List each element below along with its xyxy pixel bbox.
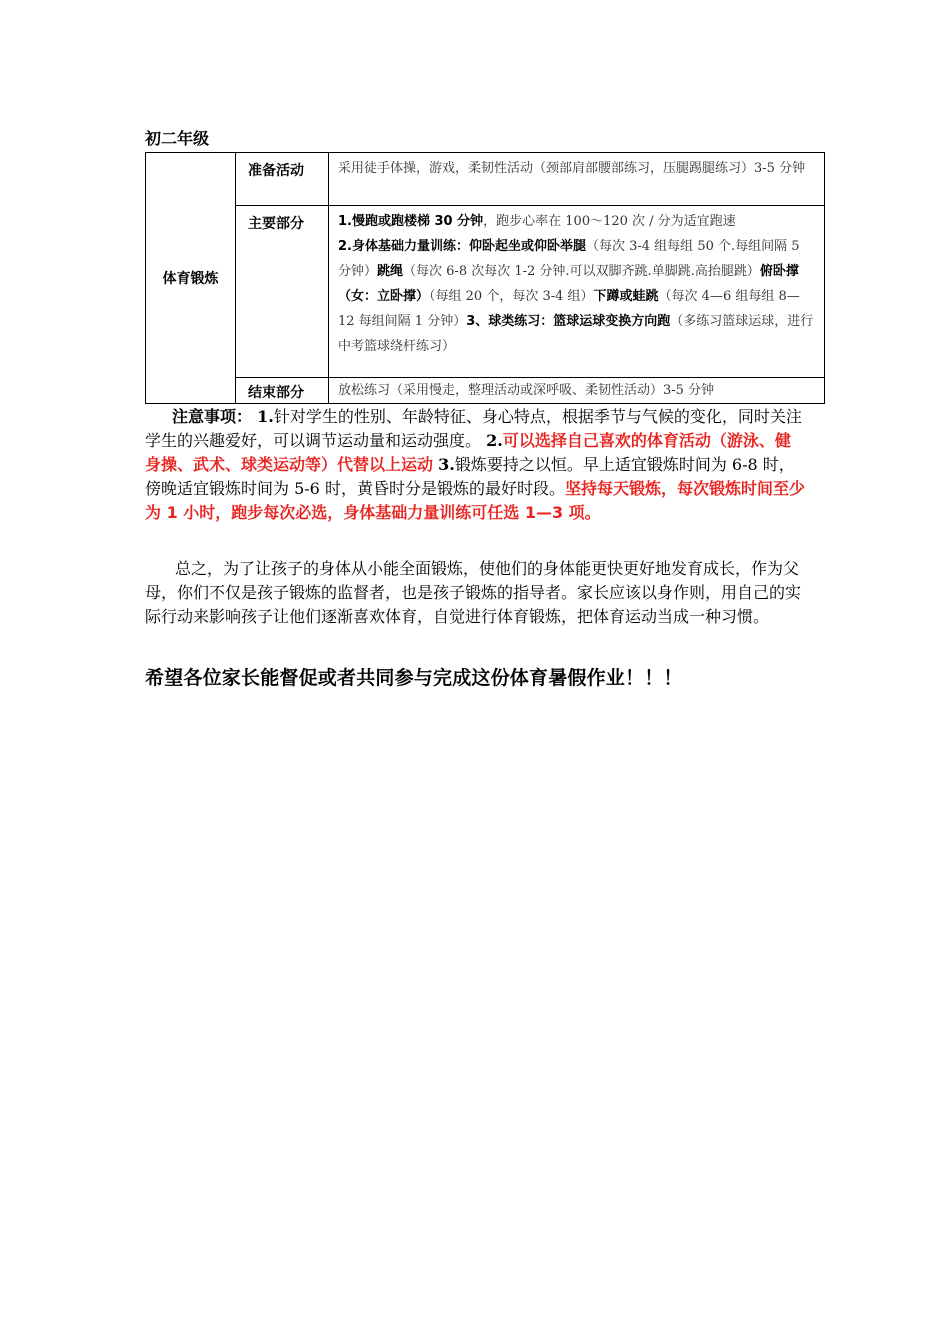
main-item-2-title: 2.身体基础力量训练：仰卧起坐或仰卧举腿 [338, 239, 586, 254]
note-3-text: 锻炼要持之以恒。早上适宜锻炼时间为 6-8 时，傍晚适宜锻炼时间为 5-6 时，黄昏时分是锻炼的最好时段。 [145, 455, 795, 498]
main-item-jumprope-title: 跳绳 [377, 264, 404, 279]
category-label: 体育锻炼 [162, 271, 219, 287]
table-row-main [146, 206, 825, 378]
main-item-jumprope-detail: （每次 6-8 次每次 1-2 分钟.可以双脚齐跳.单脚跳.高抬腿跳） [403, 264, 760, 279]
notes-heading: 注意事项： [172, 407, 253, 426]
main-item-pushup-title: 俯卧撑（女：立卧撑） [338, 264, 799, 304]
main-item-3-detail: （多练习篮球运球，进行中考篮球绕杆练习） [338, 314, 814, 354]
category-cell [146, 153, 236, 404]
phase-label-main: 主要部分 [236, 206, 329, 378]
table-row-cooldown [146, 378, 825, 404]
note-1-text: 针对学生的性别、年龄特征、身心特点，根据季节与气候的变化，同时关注学生的兴趣爱好，可以调节运动量和运动强度。 [145, 407, 802, 450]
main-item-3-title: 3、球类练习：篮球运球变换方向跑 [466, 314, 671, 329]
note-1-number: 1. [257, 407, 274, 426]
main-item-1-title: 1.慢跑或跑楼梯 30 分钟 [338, 214, 484, 229]
phase-label-warmup: 准备活动 [236, 153, 329, 206]
note-2-number: 2. [486, 431, 503, 450]
phase-desc-warmup: 采用徒手体操，游戏，柔韧性活动（颈部肩部腰部练习，压腿踢腿练习）3-5 分钟 [329, 153, 825, 206]
phase-desc-main [329, 206, 825, 378]
note-2-emphasis: 可以选择自己喜欢的体育活动（游泳、健身操、武术、球类运动等）代替以上运动 [145, 431, 791, 474]
main-item-squat-detail: （每次 4—6 组每组 8—12 每组间隔 1 分钟） [338, 289, 800, 329]
note-3-number: 3. [438, 455, 455, 474]
closing-statement: 希望各位家长能督促或者共同参与完成这份体育暑假作业！！！ [145, 667, 683, 689]
notes-paragraph [145, 405, 805, 525]
note-3-emphasis: 坚持每天锻炼，每次锻炼时间至少为 1 小时，跑步每次必选，身体基础力量训练可任选 1—3 项。 [145, 479, 805, 522]
summary-paragraph: 总之，为了让孩子的身体从小能全面锻炼，使他们的身体能更快更好地发育成长，作为父母，你们不仅是孩子锻炼的监督者，也是孩子锻炼的指导者。家长应该以身作则，用自己的实际行动来影响孩子让他们逐渐喜欢体育，自觉进行体育锻炼，把体育运动当成一种习惯。 [145, 559, 802, 626]
phase-label-cooldown: 结束部分 [236, 378, 329, 404]
exercise-plan-table [145, 152, 825, 404]
phase-desc-cooldown: 放松练习（采用慢走，整理活动或深呼吸、柔韧性活动）3-5 分钟 [329, 378, 825, 404]
table-row-warmup [146, 153, 825, 206]
main-item-2-detail: （每次 3-4 组每组 50 个.每组间隔 5 分钟） [338, 239, 800, 279]
main-item-pushup-detail: （每组 20 个，每次 3-4 组） [429, 289, 594, 304]
main-item-1-detail: ，跑步心率在 100～120 次 / 分为适宜跑速 [483, 214, 736, 229]
grade-title: 初二年级 [145, 129, 210, 148]
main-item-squat-title: 下蹲或蛙跳 [593, 289, 659, 304]
